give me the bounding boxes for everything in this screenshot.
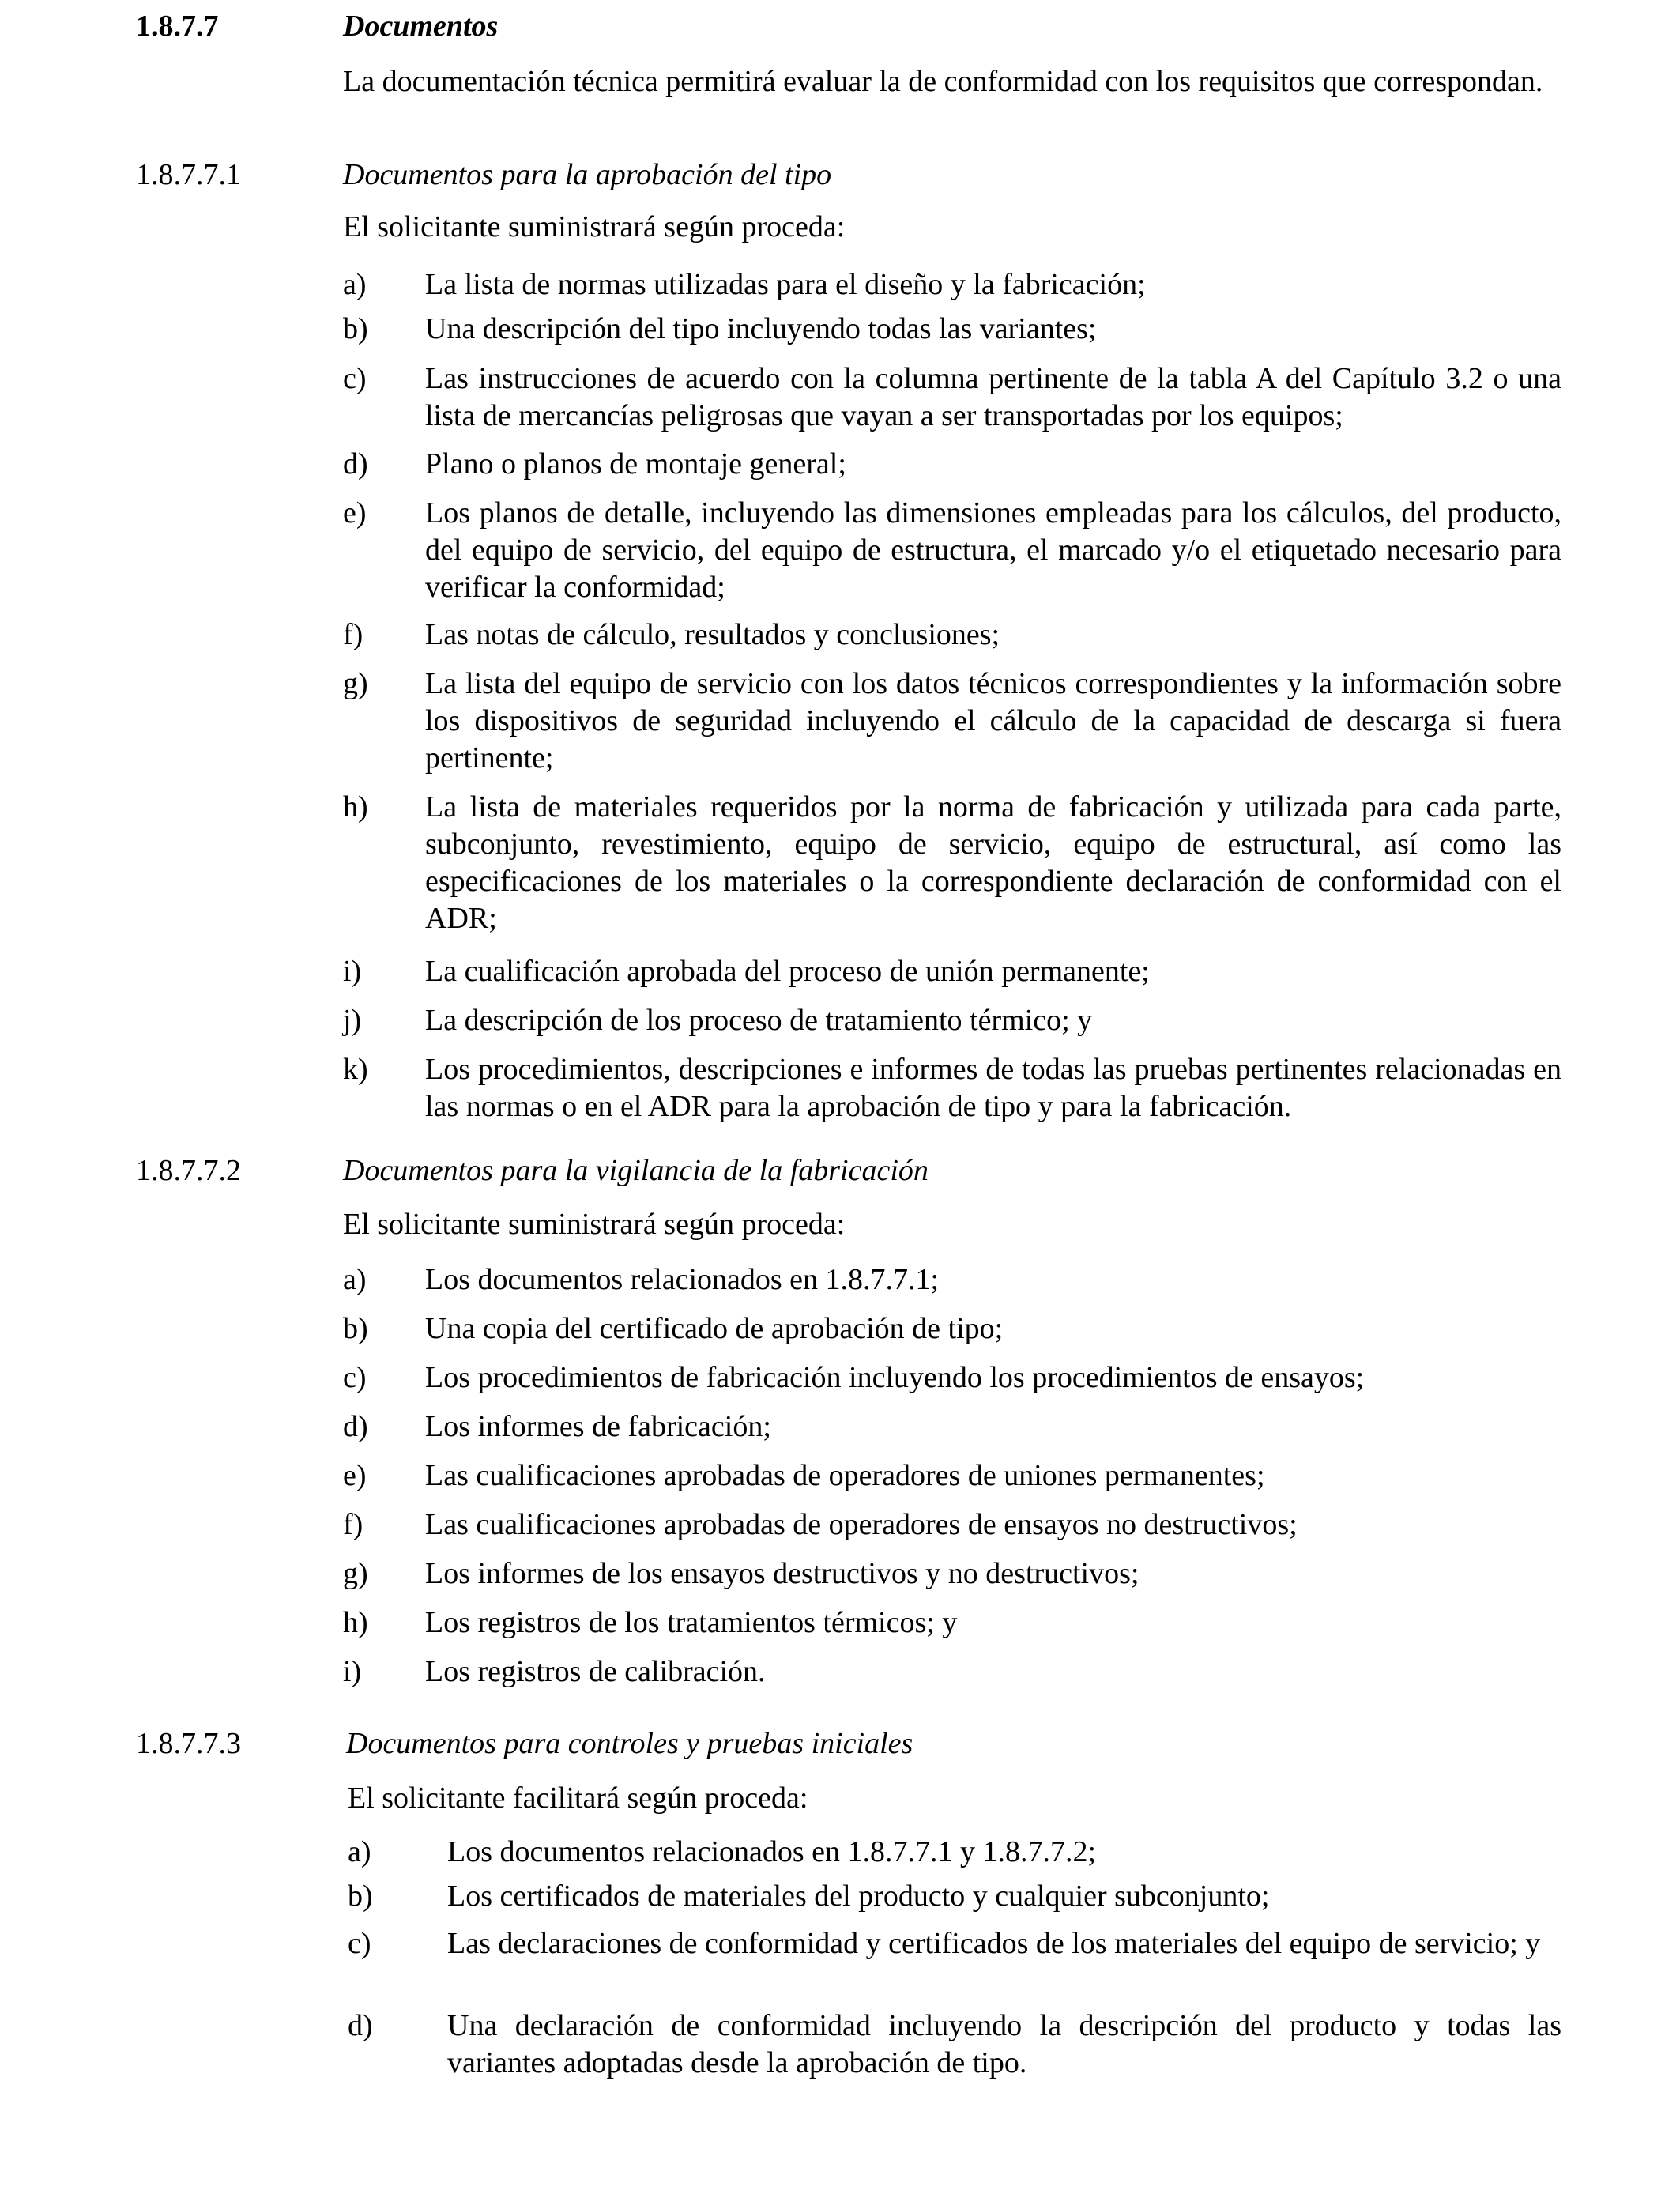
list-letter: d) [348, 2009, 373, 2042]
list-item: Los registros de calibración. [425, 1655, 766, 1688]
list-letter: e) [343, 496, 367, 530]
list-letter: c) [343, 362, 367, 395]
list-letter: g) [343, 1557, 368, 1590]
list-item: Los documentos relacionados en 1.8.7.7.1 y 1.8.7.7.2; [447, 1835, 1097, 1868]
list-item: Una declaración de conformidad incluyendo la descripción del producto y todas las variantes adoptadas desde la aprobación de tipo. [447, 2009, 1561, 2079]
list-letter: f) [343, 618, 363, 651]
list-letter: g) [343, 667, 368, 700]
list-letter: h) [343, 790, 368, 824]
list-item: Los registros de los tratamientos térmicos; y [425, 1606, 958, 1639]
list-item: Los informes de fabricación; [425, 1410, 771, 1443]
list-letter: e) [343, 1459, 367, 1492]
sub2-number: 1.8.7.7.2 [136, 1154, 241, 1187]
list-letter: b) [343, 1312, 368, 1345]
list-item: La cualificación aprobada del proceso de unión permanente; [425, 955, 1150, 988]
sub1-intro: El solicitante suministrará según proceda: [343, 210, 846, 243]
sub3-number: 1.8.7.7.3 [136, 1727, 241, 1760]
list-item: La lista de materiales requeridos por la norma de fabricación y utilizada para cada parte, subconjunto, revestimiento, equipo de servicio, equipo de estructural, así como las especificaciones de los materiales o la correspondiente declaración de conformidad con el ADR; [425, 790, 1561, 935]
list-letter: c) [343, 1361, 367, 1394]
section-title: Documentos [343, 9, 499, 43]
section-intro: La documentación técnica permitirá evaluar la de conformidad con los requisitos que correspondan. [343, 65, 1543, 98]
list-letter: a) [343, 268, 367, 301]
list-letter: i) [343, 1655, 362, 1688]
list-item: Los certificados de materiales del producto y cualquier subconjunto; [447, 1879, 1270, 1913]
list-item: La descripción de los proceso de tratamiento térmico; y [425, 1004, 1093, 1037]
list-item: Los planos de detalle, incluyendo las dimensiones empleadas para los cálculos, del producto, del equipo de servicio, del equipo de estructura, el marcado y/o el etiquetado necesario para verificar la conformidad; [425, 496, 1561, 604]
list-letter: h) [343, 1606, 368, 1639]
list-letter: f) [343, 1508, 363, 1541]
list-letter: a) [348, 1835, 371, 1868]
section-number: 1.8.7.7 [136, 9, 219, 43]
list-item: La lista del equipo de servicio con los datos técnicos correspondientes y la información sobre los dispositivos de seguridad incluyendo el cálculo de la capacidad de descarga si fuera pertinente; [425, 667, 1561, 775]
sub3-intro: El solicitante facilitará según proceda: [348, 1781, 808, 1815]
list-item: Los procedimientos, descripciones e informes de todas las pruebas pertinentes relacionadas en las normas o en el ADR para la aprobación de tipo y para la fabricación. [425, 1053, 1561, 1123]
list-letter: c) [348, 1927, 371, 1960]
list-letter: d) [343, 1410, 368, 1443]
list-item: Las declaraciones de conformidad y certificados de los materiales del equipo de servicio; y [447, 1927, 1541, 1960]
list-item: Los procedimientos de fabricación incluyendo los procedimientos de ensayos; [425, 1361, 1365, 1394]
list-item: Plano o planos de montaje general; [425, 447, 846, 481]
list-item: Los informes de los ensayos destructivos y no destructivos; [425, 1557, 1139, 1590]
sub1-title: Documentos para la aprobación del tipo [343, 158, 832, 191]
list-item: Los documentos relacionados en 1.8.7.7.1; [425, 1263, 940, 1296]
sub3-title: Documentos para controles y pruebas iniciales [346, 1727, 913, 1760]
list-letter: k) [343, 1053, 368, 1086]
list-letter: d) [343, 447, 368, 481]
list-item: Una copia del certificado de aprobación de tipo; [425, 1312, 1004, 1345]
list-item: Las notas de cálculo, resultados y conclusiones; [425, 618, 1000, 651]
list-letter: b) [343, 312, 368, 345]
list-item: La lista de normas utilizadas para el diseño y la fabricación; [425, 268, 1146, 301]
list-item: Las cualificaciones aprobadas de operadores de ensayos no destructivos; [425, 1508, 1298, 1541]
sub1-number: 1.8.7.7.1 [136, 158, 241, 191]
list-letter: j) [343, 1004, 362, 1037]
list-item: Las instrucciones de acuerdo con la columna pertinente de la tabla A del Capítulo 3.2 o una lista de mercancías peligrosas que vayan a ser transportadas por los equipos; [425, 362, 1561, 432]
list-item: Una descripción del tipo incluyendo todas las variantes; [425, 312, 1097, 345]
sub2-title: Documentos para la vigilancia de la fabricación [343, 1154, 929, 1187]
list-letter: a) [343, 1263, 367, 1296]
list-letter: b) [348, 1879, 373, 1913]
sub2-intro: El solicitante suministrará según proceda: [343, 1208, 846, 1241]
list-letter: i) [343, 955, 362, 988]
list-item: Las cualificaciones aprobadas de operadores de uniones permanentes; [425, 1459, 1265, 1492]
